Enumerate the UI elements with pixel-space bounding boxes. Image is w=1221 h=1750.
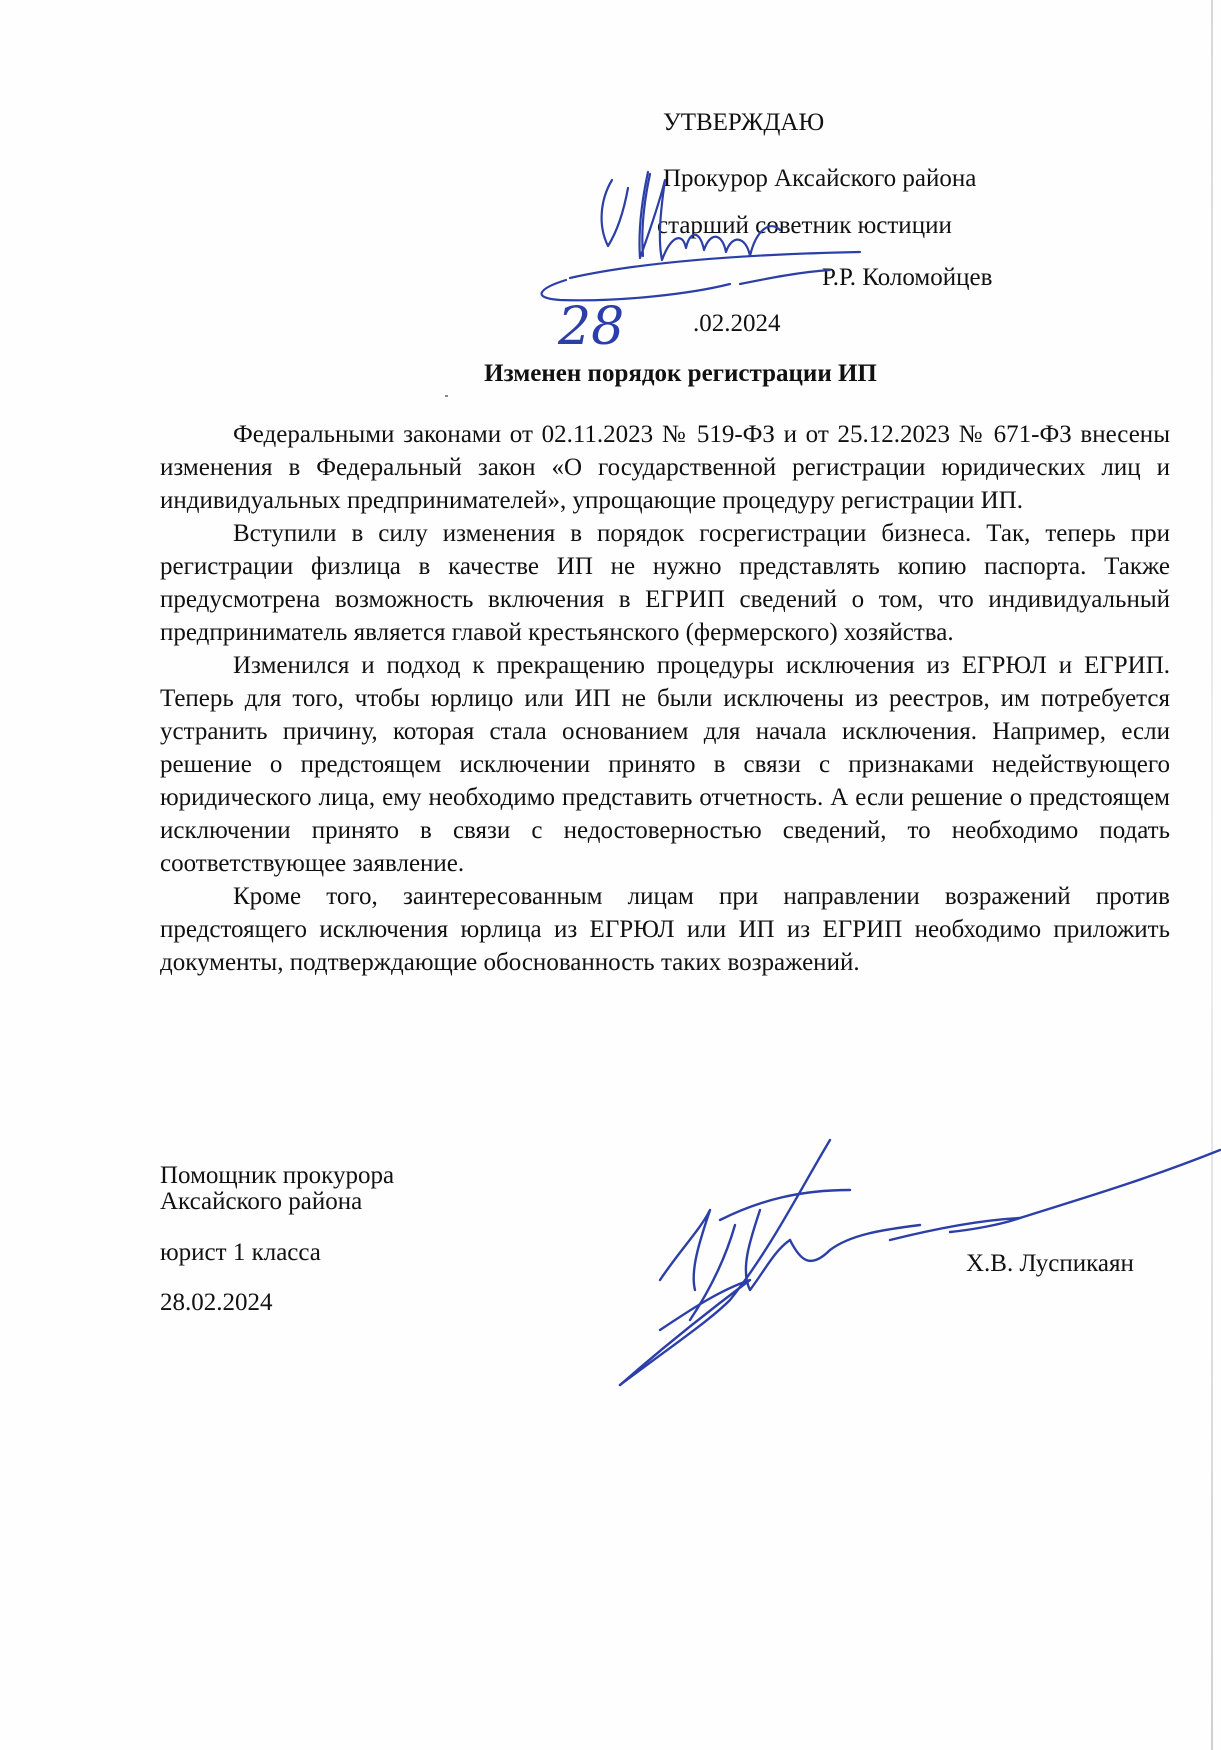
paragraph: Федеральными законами от 02.11.2023 № 519-ФЗ и от 25.12.2023 № 671-ФЗ внесены изменения в Федеральный закон «О государственной регистрации юридических лиц и индивидуальных предпринимателей», упрощающие процедуру регистрации ИП. xyxy=(160,421,1170,514)
document-title: Изменен порядок регистрации ИП xyxy=(484,360,877,387)
approval-name: Р.Р. Коломойцев xyxy=(822,264,993,291)
paragraph: Кроме того, заинтересованным лицам при направлении возражений против предстоящего исключения юрлица из ЕГРЮЛ или ИП из ЕГРИП необходимо приложить документы, подтверждающие обоснованность таких возражений. xyxy=(160,883,1170,976)
document-body xyxy=(160,418,1170,979)
signatory-position-line2: Аксайского района xyxy=(160,1188,363,1215)
scan-edge xyxy=(1211,0,1213,1750)
signatory-rank: юрист 1 класса xyxy=(160,1239,321,1266)
approval-heading: УТВЕРЖДАЮ xyxy=(663,109,825,136)
approval-date-day: 28 xyxy=(558,297,625,357)
signatory-date: 28.02.2024 xyxy=(160,1289,273,1316)
signatory-position-line1: Помощник прокурора xyxy=(160,1162,395,1189)
approval-position: Прокурор Аксайского района xyxy=(663,165,977,192)
signatory-signature xyxy=(600,1130,1220,1390)
paragraph: Изменился и подход к прекращению процедуры исключения из ЕГРЮЛ и ЕГРИП. Теперь для того, чтобы юрлицо или ИП не были исключены из реестров, им потребуется устранить причину, которая стала основанием для начала исключения. Например, если решение о предстоящем исключении принято в связи с признаками недействующего юридического лица, ему необходимо представить отчетность. А если решение о предстоящем исключении принято в связи с недостоверностью сведений, то необходимо подать соответствующее заявление. xyxy=(160,652,1170,877)
signatory-name: Х.В. Луспикаян xyxy=(966,1250,1134,1277)
scan-speck xyxy=(445,395,448,397)
approval-rank: старший советник юстиции xyxy=(657,212,952,239)
approval-signature xyxy=(500,160,920,360)
paragraph: Вступили в силу изменения в порядок госрегистрации бизнеса. Так, теперь при регистрации физлица в качестве ИП не нужно представлять копию паспорта. Также предусмотрена возможность включения в ЕГРИП сведений о том, что индивидуальный предприниматель является главой крестьянского (фермерского) хозяйства. xyxy=(160,520,1170,646)
approval-date: .02.2024 xyxy=(693,310,781,337)
